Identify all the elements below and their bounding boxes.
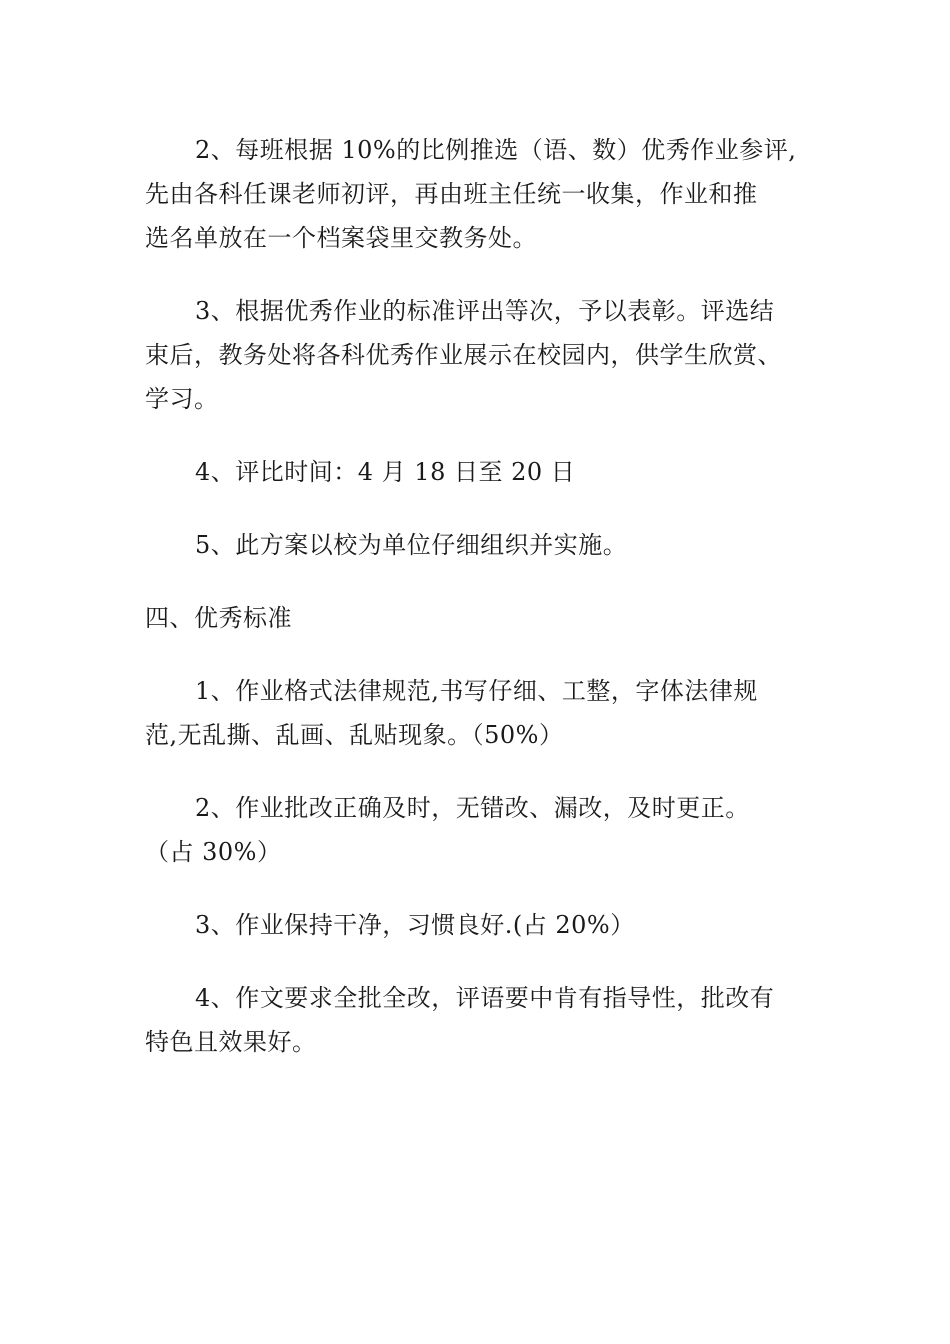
text-line: 选名单放在一个档案袋里交教务处。 bbox=[145, 224, 537, 252]
criteria-item-2 bbox=[145, 786, 805, 874]
paragraph-item-3 bbox=[145, 289, 805, 421]
text-line: 4、评比时间：4 月 18 日至 20 日 bbox=[195, 458, 576, 486]
text-line: 2、每班根据 10%的比例推选（语、数）优秀作业参评, bbox=[195, 136, 797, 164]
text-line: 范,无乱撕、乱画、乱贴现象。（50%） bbox=[145, 721, 564, 749]
text-line: 5、此方案以校为单位仔细组织并实施。 bbox=[195, 531, 628, 559]
paragraph-item-4 bbox=[145, 450, 805, 494]
section-heading bbox=[145, 596, 805, 640]
text-line: 学习。 bbox=[145, 385, 219, 413]
paragraph-item-5 bbox=[145, 523, 805, 567]
criteria-item-3 bbox=[145, 903, 805, 947]
criteria-item-4 bbox=[145, 976, 805, 1064]
text-line: 先由各科任课老师初评，再由班主任统一收集，作业和推 bbox=[145, 180, 758, 208]
text-line: （占 30%） bbox=[145, 838, 282, 866]
text-line: 2、作业批改正确及时，无错改、漏改，及时更正。 bbox=[195, 794, 750, 822]
text-line: 束后，教务处将各科优秀作业展示在校园内，供学生欣赏、 bbox=[145, 341, 782, 369]
paragraph-item-2 bbox=[145, 128, 805, 260]
text-line: 3、作业保持干净，习惯良好.(占 20%） bbox=[195, 911, 635, 939]
criteria-item-1 bbox=[145, 669, 805, 757]
text-line: 1、作业格式法律规范,书写仔细、工整，字体法律规 bbox=[195, 677, 758, 705]
text-line: 4、作文要求全批全改，评语要中肯有指导性，批改有 bbox=[195, 984, 775, 1012]
text-line: 3、根据优秀作业的标准评出等次，予以表彰。评选结 bbox=[195, 297, 775, 325]
heading-text: 四、优秀标准 bbox=[145, 604, 292, 632]
document-page bbox=[145, 128, 805, 1093]
text-line: 特色且效果好。 bbox=[145, 1028, 317, 1056]
